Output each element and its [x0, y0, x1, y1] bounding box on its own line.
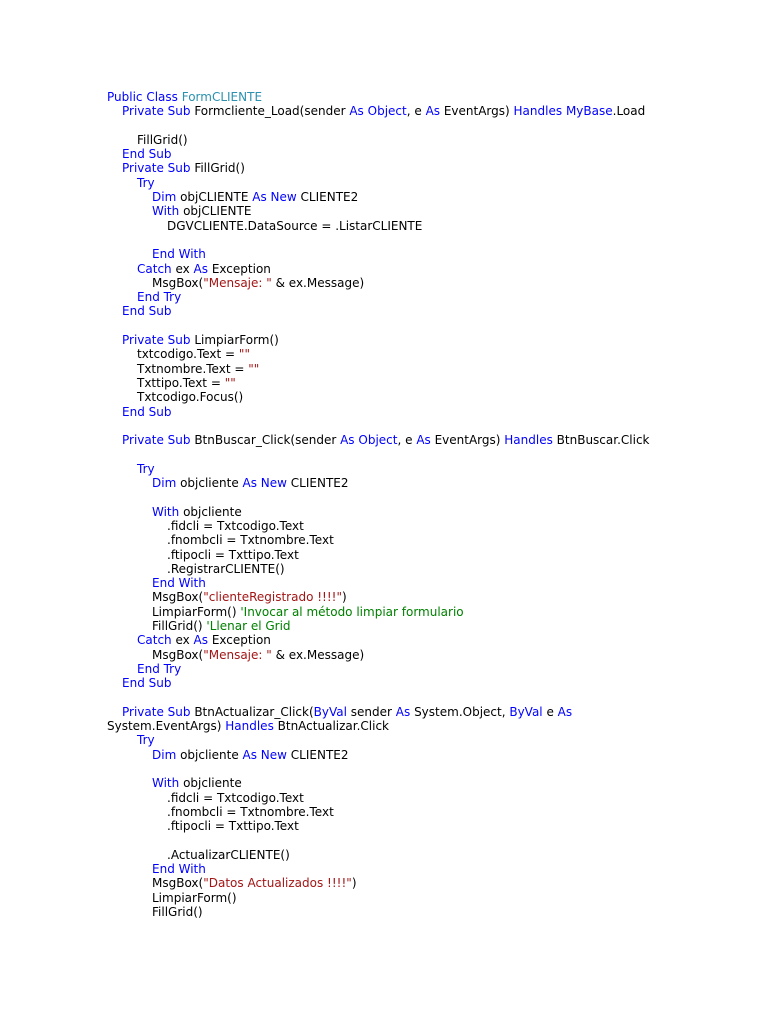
code-token: .ftipocli = Txttipo.Text	[167, 547, 299, 562]
code-token: .ftipocli = Txttipo.Text	[167, 819, 299, 834]
code-token: MsgBox(	[152, 647, 204, 662]
code-line	[107, 333, 747, 347]
code-token: objcliente	[179, 776, 242, 791]
code-token: ""	[238, 347, 250, 362]
code-token: End Sub	[122, 404, 172, 419]
code-token: Handles	[225, 719, 274, 734]
code-token: MsgBox(	[152, 876, 204, 891]
code-line	[107, 490, 747, 504]
code-token: As	[193, 633, 209, 648]
code-line	[107, 176, 747, 190]
code-token: , e	[397, 433, 417, 448]
code-token: DGVCLIENTE.DataSource = .ListarCLIENTE	[167, 218, 423, 233]
code-line	[107, 605, 747, 619]
code-token: EventArgs)	[440, 104, 514, 119]
code-line	[107, 905, 747, 919]
code-token: , e	[406, 104, 426, 119]
code-token: BtnActualizar_Click(	[194, 704, 314, 719]
code-token: 'Llenar el Grid	[206, 618, 291, 633]
code-token: "Datos Actualizados !!!!"	[203, 876, 352, 891]
code-token: e	[542, 704, 558, 719]
code-token: .fnombcli = Txtnombre.Text	[167, 804, 334, 819]
code-token: Exception	[208, 633, 271, 648]
code-token: Private Sub	[122, 704, 195, 719]
code-line	[107, 648, 747, 662]
code-line	[107, 791, 747, 805]
code-token: & ex.Message)	[271, 275, 365, 290]
code-token: Private Sub	[122, 333, 195, 348]
code-line	[107, 347, 747, 361]
code-line	[107, 233, 747, 247]
code-token: With	[152, 504, 180, 519]
code-token: With	[152, 776, 180, 791]
code-token: With	[152, 204, 180, 219]
code-token: objCLIENTE	[179, 204, 252, 219]
code-line	[107, 833, 747, 847]
code-token: FillGrid()	[152, 904, 203, 919]
code-token: )	[342, 590, 347, 605]
code-token: LimpiarForm()	[194, 333, 279, 348]
code-token: Handles	[513, 104, 563, 119]
code-line	[107, 362, 747, 376]
code-line	[107, 776, 747, 790]
code-token: Public Class	[107, 90, 182, 104]
code-line	[107, 705, 747, 719]
code-line	[107, 104, 747, 118]
code-token: )	[351, 876, 357, 891]
code-line	[107, 390, 747, 404]
code-line	[107, 433, 747, 447]
code-token: End Sub	[122, 676, 172, 691]
code-token: ""	[248, 361, 260, 376]
code-token: End Sub	[122, 147, 172, 162]
code-token: As	[193, 261, 209, 276]
code-token: MsgBox(	[152, 590, 204, 605]
code-line	[107, 447, 747, 461]
code-token: FillGrid()	[194, 161, 245, 176]
code-token: sender	[346, 704, 396, 719]
code-token: "clienteRegistrado !!!!"	[203, 590, 342, 605]
code-line	[107, 519, 747, 533]
code-line	[107, 733, 747, 747]
code-line	[107, 576, 747, 590]
code-line	[107, 590, 747, 604]
code-token: As	[349, 104, 364, 119]
code-token: Catch	[137, 633, 172, 648]
code-line	[107, 719, 747, 733]
code-token: Try	[137, 461, 155, 476]
code-line	[107, 304, 747, 318]
code-line	[107, 190, 747, 204]
code-line	[107, 690, 747, 704]
code-token: LimpiarForm()	[152, 604, 241, 619]
code-token: End With	[152, 576, 206, 591]
code-token: Handles	[504, 433, 553, 448]
code-token: Object	[358, 433, 398, 448]
code-token: Txttipo.Text =	[137, 375, 225, 390]
code-line	[107, 862, 747, 876]
code-line	[107, 147, 747, 161]
code-token: As	[416, 433, 431, 448]
code-token: As	[425, 104, 441, 119]
code-line	[107, 548, 747, 562]
code-token: End Try	[137, 290, 182, 305]
code-line	[107, 662, 747, 676]
code-line	[107, 119, 747, 133]
code-token: ByVal	[313, 704, 347, 719]
code-token: objCLIENTE	[176, 190, 253, 205]
code-line	[107, 462, 747, 476]
code-token: BtnBuscar.Click	[552, 433, 650, 448]
code-token: Formcliente_Load(sender	[194, 104, 350, 119]
code-token: MsgBox(	[152, 275, 204, 290]
code-line	[107, 476, 747, 490]
code-line	[107, 748, 747, 762]
code-token: objcliente	[176, 476, 243, 491]
code-token: As New	[242, 476, 287, 491]
code-token: System.Object,	[410, 704, 510, 719]
code-token: FormCLIENTE	[181, 90, 263, 104]
code-token: "Mensaje: "	[203, 275, 272, 290]
code-token: End With	[152, 247, 206, 262]
code-token: MyBase	[565, 104, 613, 119]
code-token: FillGrid()	[152, 618, 207, 633]
code-token: objcliente	[179, 504, 242, 519]
code-token: CLIENTE2	[296, 190, 359, 205]
code-token: As New	[252, 190, 297, 205]
code-token: ByVal	[509, 704, 543, 719]
code-token: BtnBuscar_Click(sender	[194, 433, 341, 448]
code-token: Try	[137, 175, 155, 190]
code-token: & ex.Message)	[271, 647, 365, 662]
code-line	[107, 247, 747, 261]
code-token: Private Sub	[122, 161, 195, 176]
code-token: As	[340, 433, 355, 448]
code-token: .Load	[612, 104, 646, 119]
code-token: Txtnombre.Text =	[137, 361, 249, 376]
code-line	[107, 805, 747, 819]
code-token: Dim	[152, 747, 177, 762]
code-line	[107, 848, 747, 862]
code-token: System.EventArgs)	[107, 719, 226, 734]
code-line	[107, 90, 747, 104]
code-token: .ActualizarCLIENTE()	[167, 847, 290, 862]
code-line	[107, 633, 747, 647]
code-line	[107, 290, 747, 304]
code-token: BtnActualizar.Click	[273, 719, 390, 734]
code-token: ex	[171, 261, 194, 276]
code-token: "Mensaje: "	[203, 647, 272, 662]
code-token: .fidcli = Txtcodigo.Text	[167, 790, 304, 805]
code-token: Txtcodigo.Focus()	[137, 390, 244, 405]
code-token: .fnombcli = Txtnombre.Text	[167, 533, 334, 548]
code-token: Dim	[152, 476, 177, 491]
code-token: FillGrid()	[137, 132, 188, 147]
code-token: Try	[137, 733, 155, 748]
code-token: ex	[171, 633, 194, 648]
code-token: Private Sub	[122, 104, 195, 119]
code-line	[107, 204, 747, 218]
code-token: End Try	[137, 661, 182, 676]
code-line	[107, 819, 747, 833]
code-line	[107, 161, 747, 175]
code-line	[107, 419, 747, 433]
code-line	[107, 533, 747, 547]
code-line	[107, 405, 747, 419]
code-document	[107, 90, 747, 919]
code-token: End Sub	[122, 304, 172, 319]
code-token: objcliente	[176, 747, 243, 762]
code-token: As	[395, 704, 411, 719]
code-token: Catch	[137, 261, 172, 276]
code-token: ""	[224, 375, 236, 390]
code-line	[107, 891, 747, 905]
code-line	[107, 276, 747, 290]
code-token: As	[557, 704, 573, 719]
code-token: Private Sub	[122, 433, 195, 448]
code-token: 'Invocar al método limpiar formulario	[240, 604, 464, 619]
code-token: Exception	[208, 261, 271, 276]
code-token: CLIENTE2	[286, 476, 349, 491]
code-line	[107, 319, 747, 333]
code-line	[107, 619, 747, 633]
code-token: Dim	[152, 190, 177, 205]
code-token: .RegistrarCLIENTE()	[167, 561, 285, 576]
code-token: As New	[242, 747, 287, 762]
code-token: Object	[367, 104, 407, 119]
code-line	[107, 219, 747, 233]
code-token: EventArgs)	[430, 433, 505, 448]
code-line	[107, 676, 747, 690]
code-line	[107, 762, 747, 776]
code-line	[107, 505, 747, 519]
code-line	[107, 562, 747, 576]
code-token: LimpiarForm()	[152, 890, 237, 905]
code-token: CLIENTE2	[286, 747, 349, 762]
code-line	[107, 376, 747, 390]
code-token: .fidcli = Txtcodigo.Text	[167, 518, 304, 533]
code-line	[107, 262, 747, 276]
code-token: End With	[152, 862, 206, 877]
code-line	[107, 133, 747, 147]
code-token: txtcodigo.Text =	[137, 347, 239, 362]
code-line	[107, 876, 747, 890]
